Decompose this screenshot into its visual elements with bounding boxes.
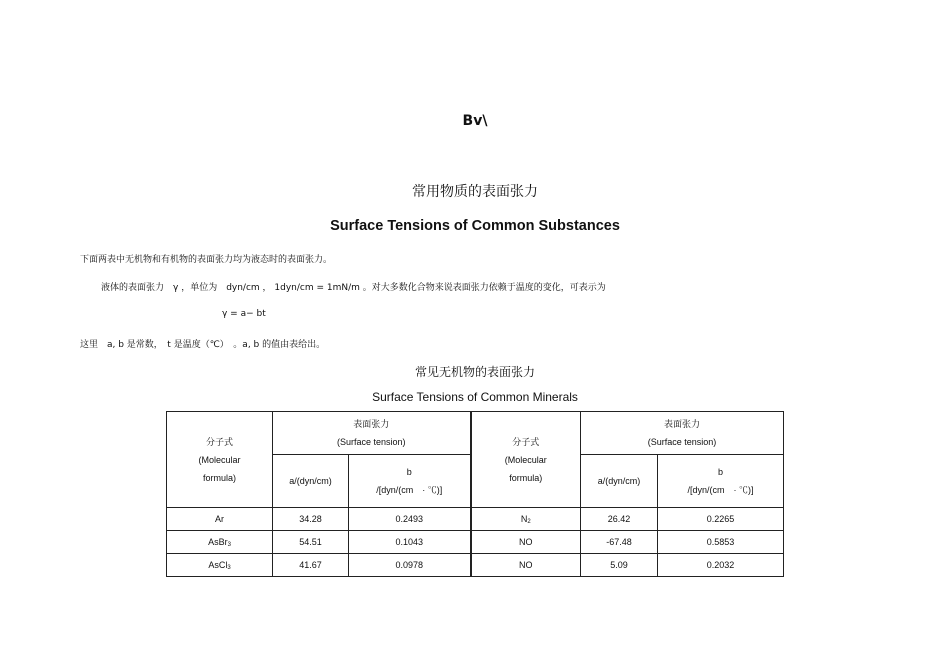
- b-cell: 0.1043: [349, 531, 471, 554]
- formula-header-zh: 分子式: [205, 436, 233, 447]
- b-header-label: b: [718, 467, 724, 477]
- tension-header-zh: 表面张力: [353, 419, 390, 429]
- formula-header-en-1: (Molecular: [198, 454, 241, 465]
- a-cell: 26.42: [581, 508, 658, 531]
- formula-cell: $N_2$: [471, 508, 581, 531]
- formula-cell: NO: [471, 554, 581, 577]
- tension-header-zh: 表面张力: [664, 419, 701, 429]
- a-header-right: a/(dyn/cm): [581, 455, 658, 508]
- intro-paragraph-3: 这里 a, b 是常数， t 是温度（℃） 。a, b 的值由表给出。: [80, 340, 326, 350]
- formula-header-en-2: formula): [202, 472, 236, 483]
- b-cell: 0.5853: [658, 531, 784, 554]
- formula-header-left: [167, 412, 273, 508]
- formula-line: γ = a− bt: [222, 309, 266, 319]
- formula-header-zh: 分子式: [512, 436, 540, 447]
- formula-header-right: [471, 412, 581, 508]
- a-cell: 5.09: [581, 554, 658, 577]
- b-header-left: [349, 455, 471, 508]
- table-row: [167, 531, 784, 554]
- table-row: [167, 508, 784, 531]
- table-row: [167, 554, 784, 577]
- b-header-unit: /[dyn/(cm · ℃)]: [376, 485, 443, 495]
- tension-header-en: (Surface tension): [336, 437, 406, 447]
- tension-header-left: [273, 412, 471, 455]
- table-header-row: [167, 412, 784, 455]
- tension-header-en: (Surface tension): [647, 437, 717, 447]
- table-title-english: Surface Tensions of Common Minerals: [372, 390, 578, 404]
- intro-paragraph-1: 下面两表中无机物和有机物的表面张力均为液态时的表面张力。: [80, 255, 333, 265]
- page-header: Bv\: [462, 113, 488, 129]
- formula-cell: AsCl$_3$: [167, 554, 273, 577]
- b-cell: 0.2032: [658, 554, 784, 577]
- formula-header-en-2: formula): [509, 472, 543, 483]
- formula-cell: NO: [471, 531, 581, 554]
- a-cell: 41.67: [273, 554, 349, 577]
- a-cell: 54.51: [273, 531, 349, 554]
- intro-paragraph-2: 液体的表面张力 γ ，单位为 dyn/cm ， 1dyn/cm = 1mN/m 。对大多数化合物来说表面张力依赖于温度的变化，可表示为: [101, 283, 606, 293]
- tension-header-right: [581, 412, 784, 455]
- title-english: Surface Tensions of Common Substances: [330, 218, 620, 234]
- minerals-table: [166, 411, 784, 577]
- a-cell: 34.28: [273, 508, 349, 531]
- b-header-right: [658, 455, 784, 508]
- formula-cell: AsBr$_3$: [167, 531, 273, 554]
- b-cell: 0.2265: [658, 508, 784, 531]
- a-header-left: a/(dyn/cm): [273, 455, 349, 508]
- title-chinese: 常用物质的表面张力: [412, 184, 538, 200]
- table-title-chinese: 常见无机物的表面张力: [414, 365, 535, 379]
- formula-header-en-1: (Molecular: [504, 454, 547, 465]
- formula-cell: Ar: [167, 508, 273, 531]
- b-header-unit: /[dyn/(cm · ℃)]: [687, 485, 754, 495]
- b-cell: 0.2493: [349, 508, 471, 531]
- a-cell: -67.48: [581, 531, 658, 554]
- b-cell: 0.0978: [349, 554, 471, 577]
- b-header-label: b: [406, 467, 412, 477]
